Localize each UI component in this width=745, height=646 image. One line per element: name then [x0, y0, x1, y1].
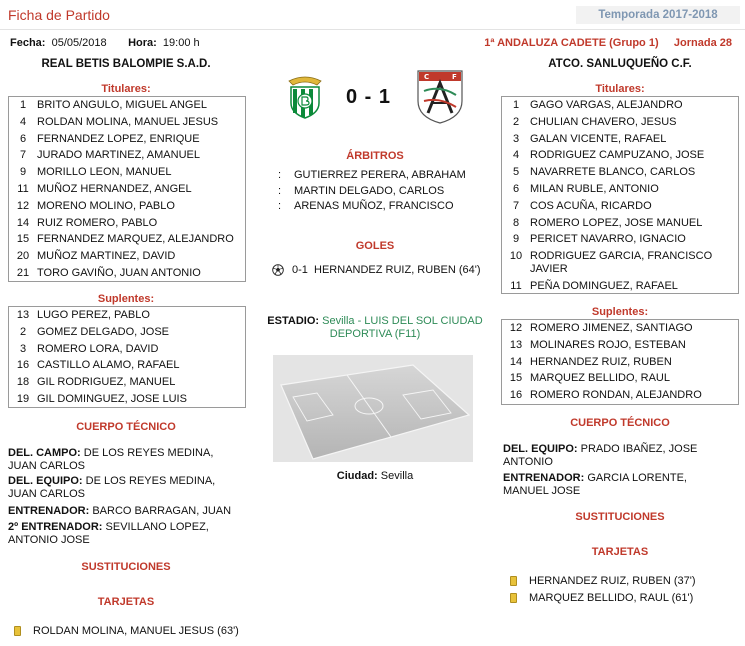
- player-row: [502, 97, 738, 114]
- soccer-ball-icon: [272, 264, 284, 276]
- player-number: 5: [512, 166, 520, 179]
- home-suplentes-list: [8, 306, 246, 408]
- player-name: MORENO MOLINO, PABLO: [37, 199, 175, 212]
- player-row: [502, 248, 738, 278]
- player-name: NAVARRETE BLANCO, CARLOS: [530, 166, 696, 179]
- player-row: [9, 181, 245, 198]
- player-row: [9, 215, 245, 232]
- match-score: 0 - 1: [346, 86, 392, 108]
- yellow-card-icon: [14, 626, 21, 636]
- stadium-name[interactable]: Sevilla - LUIS DEL SOL CIUDAD DEPORTIVA (F11): [322, 315, 483, 340]
- player-row: [9, 341, 245, 358]
- player-row: [9, 114, 245, 131]
- player-name: ROMERO LORA, DAVID: [37, 342, 159, 355]
- player-name: MUÑOZ HERNANDEZ, ANGEL: [37, 182, 192, 195]
- referee-colon: :: [278, 200, 282, 212]
- player-name: RODRIGUEZ GARCIA, FRANCISCO JAVIER: [530, 250, 713, 276]
- player-number: 3: [19, 342, 27, 355]
- player-name: FERNANDEZ LOPEZ, ENRIQUE: [37, 132, 200, 145]
- player-number: 12: [16, 199, 30, 212]
- goal-player: HERNANDEZ RUIZ, RUBEN (64'): [314, 264, 481, 276]
- away-titulares-list: [501, 96, 739, 294]
- yellow-card-icon: [510, 576, 517, 586]
- home-tarjetas-label: TARJETAS: [97, 596, 155, 608]
- player-row: [9, 248, 245, 265]
- player-row: [502, 198, 738, 215]
- player-number: 10: [509, 250, 523, 263]
- fecha-value: 05/05/2018: [51, 37, 107, 49]
- away-suplentes-label: Suplentes:: [591, 306, 649, 318]
- player-number: 2: [512, 115, 520, 128]
- player-row: [9, 374, 245, 391]
- home-sustituciones-label: SUSTITUCIONES: [81, 561, 171, 573]
- referee-row: [278, 169, 466, 181]
- player-name: ROLDAN MOLINA, MANUEL JESUS: [37, 115, 219, 128]
- player-row: [9, 357, 245, 374]
- player-name: ROMERO JIMENEZ, SANTIAGO: [530, 322, 693, 334]
- player-row: [502, 181, 738, 198]
- betis-crest-icon: [279, 73, 331, 119]
- city-name: Sevilla: [380, 470, 414, 482]
- stadium-field-image: [273, 355, 473, 462]
- staff-name: SEVILLANO LOPEZ, ANTONIO JOSE: [8, 521, 209, 546]
- player-row: [502, 164, 738, 181]
- player-row: [9, 131, 245, 148]
- player-name: MUÑOZ MARTINEZ, DAVID: [37, 250, 176, 263]
- player-name: FERNANDEZ MARQUEZ, ALEJANDRO: [37, 233, 234, 246]
- player-number: 15: [16, 233, 30, 246]
- player-number: 15: [509, 372, 523, 385]
- referee-row: [278, 200, 454, 212]
- home-titulares-label: Titulares:: [101, 83, 151, 95]
- ciudad-label: Ciudad:: [336, 470, 378, 482]
- player-name: COS ACUÑA, RICARDO: [530, 199, 652, 212]
- player-row: [9, 391, 245, 408]
- player-row: [502, 131, 738, 148]
- player-number: 16: [509, 389, 523, 402]
- player-name: MARQUEZ BELLIDO, RAUL: [530, 372, 670, 385]
- staff-role: DEL. EQUIPO:: [503, 443, 578, 455]
- home-staff-del-campo: [8, 447, 240, 473]
- away-team-name: ATCO. SANLUQUEÑO C.F.: [548, 58, 692, 70]
- player-row: [502, 215, 738, 232]
- player-row: [502, 337, 738, 354]
- player-row: [502, 370, 738, 387]
- player-number: 7: [512, 199, 520, 212]
- staff-name: DE LOS REYES MEDINA, JUAN CARLOS: [8, 447, 214, 472]
- away-cuerpo-label: CUERPO TÉCNICO: [570, 417, 670, 429]
- player-name: CASTILLO ALAMO, RAFAEL: [37, 359, 180, 372]
- player-name: GALAN VICENTE, RAFAEL: [530, 132, 667, 145]
- player-number: 14: [16, 216, 30, 229]
- player-number: 13: [509, 338, 523, 351]
- stadium-info: [262, 315, 488, 341]
- player-number: 8: [512, 216, 520, 229]
- player-name: GAGO VARGAS, ALEJANDRO: [530, 99, 683, 111]
- player-number: 20: [16, 250, 30, 263]
- player-name: CHULIAN CHAVERO, JESUS: [530, 115, 677, 128]
- staff-role: ENTRENADOR:: [8, 505, 90, 517]
- player-row: [502, 387, 738, 404]
- staff-name: GARCIA LORENTE, MANUEL JOSE: [503, 472, 687, 497]
- player-name: MORILLO LEON, MANUEL: [37, 166, 172, 179]
- player-row: [502, 320, 738, 337]
- player-name: HERNANDEZ RUIZ, RUBEN: [530, 355, 672, 368]
- player-name: JURADO MARTINEZ, AMANUEL: [37, 149, 200, 162]
- away-suplentes-list: [501, 319, 739, 405]
- player-number: 13: [16, 309, 30, 321]
- away-staff-entrenador: [503, 472, 735, 498]
- staff-name: BARCO BARRAGAN, JUAN: [92, 505, 232, 517]
- player-number: 9: [19, 166, 27, 179]
- staff-role: 2º ENTRENADOR:: [8, 521, 103, 533]
- match-datetime: [10, 37, 200, 49]
- player-name: ROMERO LOPEZ, JOSE MANUEL: [530, 216, 703, 229]
- player-name: MOLINARES ROJO, ESTEBAN: [530, 338, 686, 351]
- player-name: PEÑA DOMINGUEZ, RAFAEL: [530, 280, 678, 293]
- player-row: [502, 147, 738, 164]
- home-staff-entrenador: [8, 505, 240, 518]
- home-staff-del-equipo: [8, 475, 240, 501]
- staff-role: ENTRENADOR:: [503, 472, 585, 484]
- player-number: 1: [512, 99, 520, 111]
- player-number: 9: [512, 233, 520, 246]
- player-row: [502, 114, 738, 131]
- player-number: 12: [509, 322, 523, 334]
- player-name: RODRIGUEZ CAMPUZANO, JOSE: [530, 149, 705, 162]
- svg-text:F: F: [452, 73, 457, 81]
- competition-info: [430, 37, 732, 49]
- referee-name: ARENAS MUÑOZ, FRANCISCO: [294, 200, 454, 212]
- fecha-label: Fecha:: [10, 37, 46, 49]
- player-number: 21: [16, 266, 30, 279]
- player-name: ROMERO RONDAN, ALEJANDRO: [530, 389, 702, 402]
- sanluqueno-crest-icon: [414, 67, 466, 125]
- player-number: 19: [16, 392, 30, 405]
- player-number: 18: [16, 376, 30, 389]
- player-row: [9, 97, 245, 114]
- referee-name: GUTIERREZ PERERA, ABRAHAM: [294, 169, 466, 181]
- player-number: 4: [512, 149, 520, 162]
- player-number: 7: [19, 149, 27, 162]
- svg-text:C: C: [424, 73, 430, 81]
- goal-row: [272, 264, 481, 276]
- arbitros-label: ÁRBITROS: [346, 150, 404, 162]
- home-team-name: REAL BETIS BALOMPIE S.A.D.: [41, 58, 211, 70]
- referee-row: [278, 185, 444, 197]
- player-number: 11: [17, 182, 29, 195]
- player-number: 6: [512, 182, 520, 195]
- player-name: BRITO ANGULO, MIGUEL ANGEL: [37, 99, 207, 111]
- player-name: GIL DOMINGUEZ, JOSE LUIS: [37, 392, 187, 405]
- player-name: GOMEZ DELGADO, JOSE: [37, 325, 170, 338]
- season-badge[interactable]: Temporada 2017-2018: [576, 6, 740, 24]
- card-player: HERNANDEZ RUIZ, RUBEN (37'): [529, 575, 696, 587]
- staff-name: PRADO IBAÑEZ, JOSE ANTONIO: [503, 443, 698, 468]
- away-tarjetas-label: TARJETAS: [591, 546, 649, 558]
- estadio-label: ESTADIO:: [267, 315, 320, 327]
- page-title: Ficha de Partido: [8, 7, 110, 23]
- staff-name: DE LOS REYES MEDINA, JUAN CARLOS: [8, 475, 216, 500]
- home-card-row: [14, 625, 239, 637]
- home-staff-2-entrenador: [8, 521, 240, 547]
- away-staff-del-equipo: [503, 443, 735, 469]
- away-card-row: [510, 575, 696, 587]
- player-name: GIL RODRIGUEZ, MANUEL: [37, 376, 176, 389]
- player-name: PERICET NAVARRO, IGNACIO: [530, 233, 686, 246]
- player-name: LUGO PEREZ, PABLO: [37, 309, 150, 321]
- city-info: [262, 470, 488, 482]
- player-number: 16: [16, 359, 30, 372]
- player-name: MILAN RUBLE, ANTONIO: [530, 182, 659, 195]
- referee-name: MARTIN DELGADO, CARLOS: [294, 185, 445, 197]
- staff-role: DEL. CAMPO:: [8, 447, 81, 459]
- player-row: [9, 324, 245, 341]
- card-player: ROLDAN MOLINA, MANUEL JESUS (63'): [33, 625, 239, 637]
- hora-value: 19:00 h: [162, 37, 200, 49]
- player-name: RUIZ ROMERO, PABLO: [37, 216, 158, 229]
- goal-score: 0-1: [292, 264, 308, 276]
- away-sustituciones-label: SUSTITUCIONES: [575, 511, 665, 523]
- player-row: [502, 231, 738, 248]
- yellow-card-icon: [510, 593, 517, 603]
- goles-label: GOLES: [355, 240, 395, 252]
- home-cuerpo-label: CUERPO TÉCNICO: [76, 421, 176, 433]
- home-suplentes-label: Suplentes:: [97, 293, 155, 305]
- player-row: [9, 164, 245, 181]
- player-number: 1: [19, 99, 27, 111]
- card-player: MARQUEZ BELLIDO, RAUL (61'): [529, 592, 694, 604]
- player-number: 14: [509, 355, 523, 368]
- staff-role: DEL. EQUIPO:: [8, 475, 83, 487]
- player-row: [502, 354, 738, 371]
- player-row: [9, 265, 245, 282]
- player-row: [9, 198, 245, 215]
- player-row: [9, 231, 245, 248]
- jornada: Jornada 28: [673, 37, 732, 49]
- player-row: [502, 278, 738, 295]
- referee-colon: :: [278, 169, 282, 181]
- home-titulares-list: [8, 96, 246, 282]
- competition-name: 1ª ANDALUZA CADETE (Grupo 1): [484, 37, 659, 49]
- away-titulares-label: Titulares:: [595, 83, 645, 95]
- away-card-row: [510, 592, 693, 604]
- player-number: 3: [512, 132, 520, 145]
- player-name: TORO GAVIÑO, JUAN ANTONIO: [37, 266, 201, 279]
- player-row: [9, 147, 245, 164]
- player-number: 11: [510, 280, 522, 293]
- player-number: 4: [19, 115, 27, 128]
- player-number: 2: [19, 325, 27, 338]
- player-number: 6: [19, 132, 27, 145]
- player-row: [9, 307, 245, 324]
- hora-label: Hora:: [128, 37, 157, 49]
- top-bar: [0, 0, 745, 30]
- referee-colon: :: [278, 185, 282, 197]
